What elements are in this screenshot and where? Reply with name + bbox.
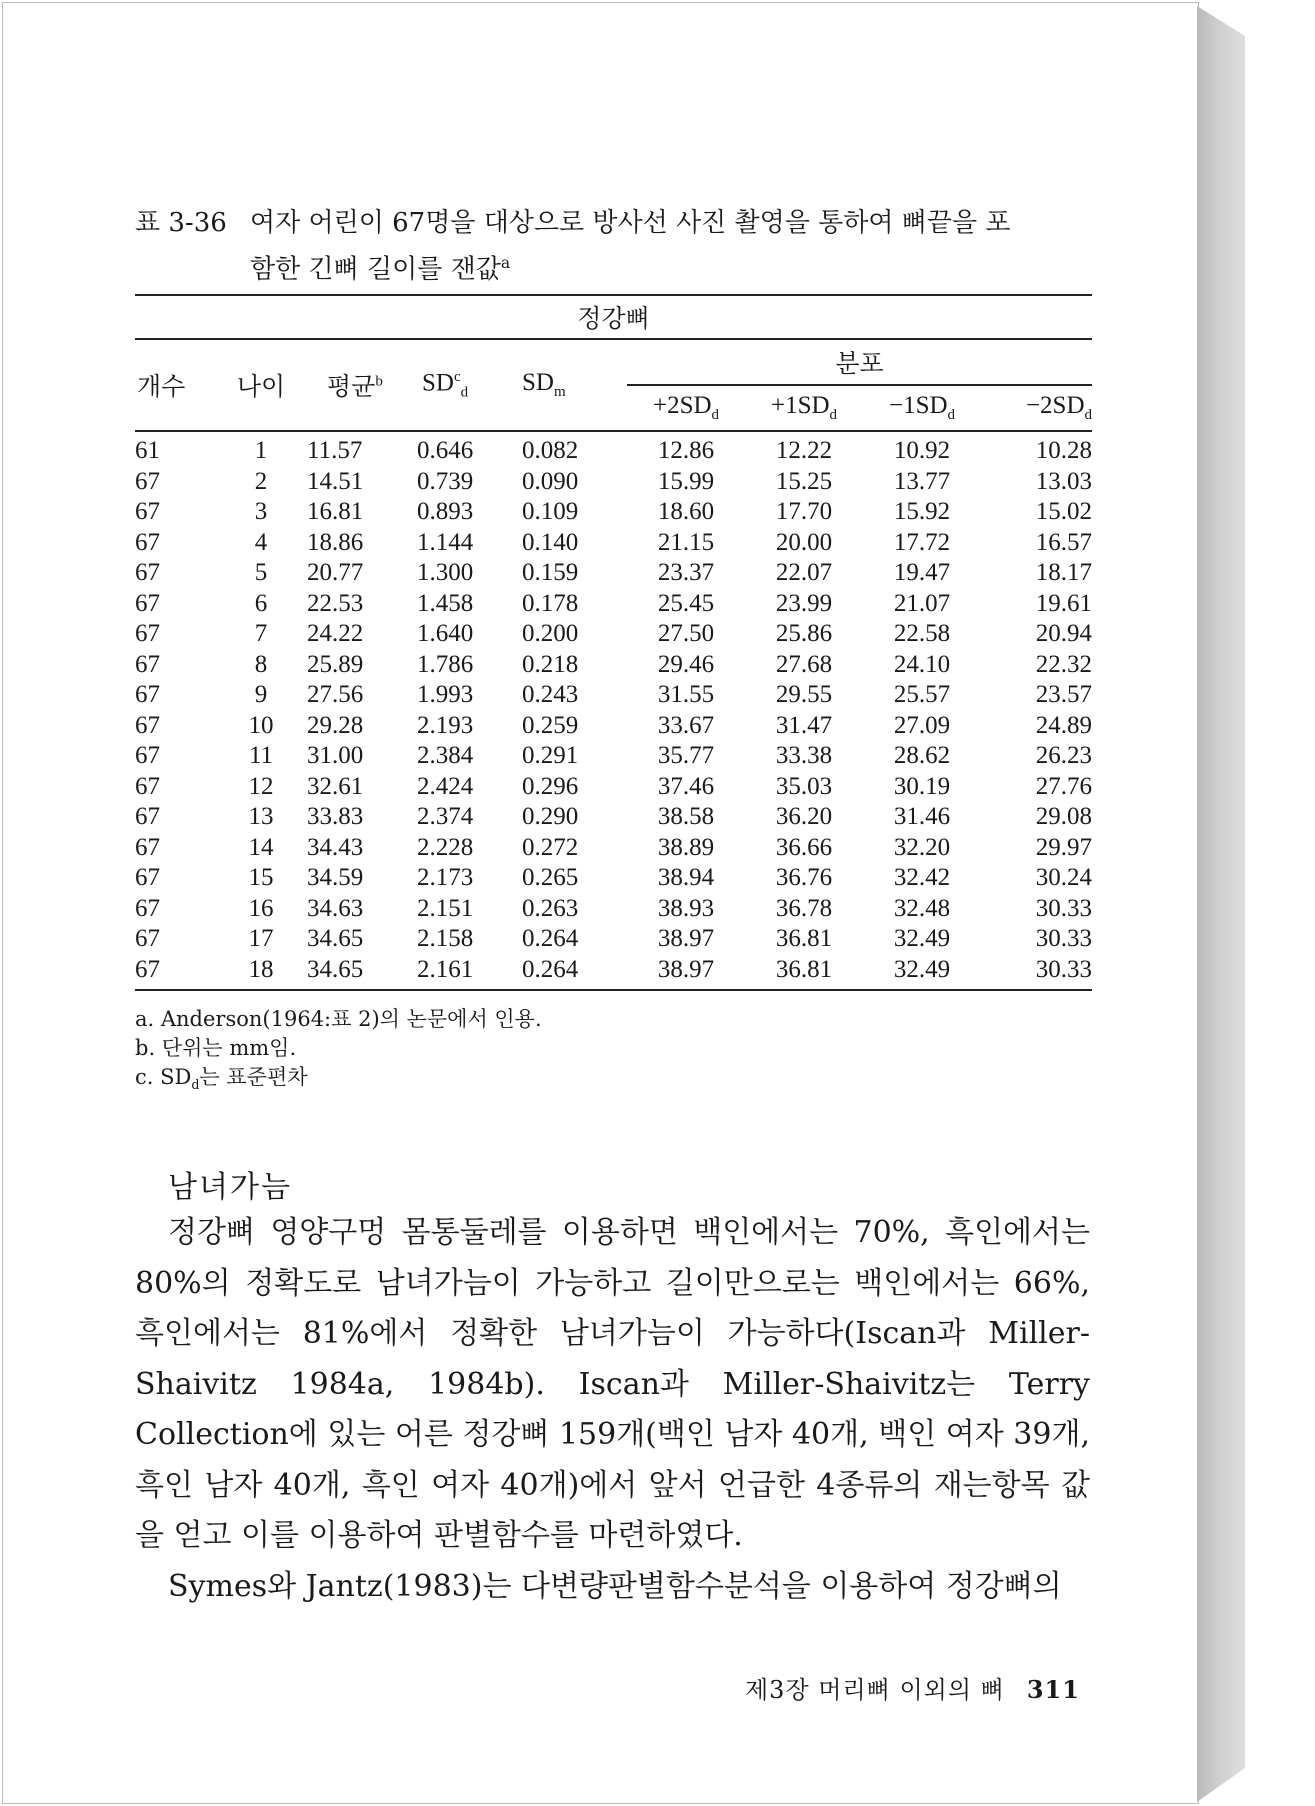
table-cell: 23.37 [657,559,715,586]
table-cell: 31.46 [893,803,951,830]
table-caption [135,203,1095,290]
table-cell: 36.81 [775,925,833,952]
table-cell: 4 [254,528,268,556]
table-cell: 0.646 [417,437,474,464]
table-cell: 16.57 [1035,528,1092,556]
table-cell: 30.24 [1035,864,1092,891]
table-cell: 32.20 [893,833,951,861]
table-cell: 1 [254,437,268,464]
table-cell: 1.786 [417,650,474,678]
table-cell: 34.43 [307,833,364,861]
table-cell: 15.25 [775,467,833,495]
table-cell: 0.272 [522,833,579,861]
table-row [135,833,1092,864]
table-cell: 28.62 [893,742,951,769]
table-cell: 14 [248,833,274,861]
table-cell: 16.81 [307,498,364,525]
note-b: b. 단위는 mm임. [135,1036,297,1060]
table-cell: 29.08 [1035,803,1092,830]
table-cell: 24.22 [307,620,364,647]
table-cell: 18.60 [657,498,715,525]
table-cell: 0.218 [522,650,579,678]
table-cell: 15.92 [893,498,951,525]
table-cell: 20.94 [1035,620,1092,647]
table-cell: 61 [135,437,160,464]
table-cell: 0.140 [522,528,579,556]
table-cell: 38.97 [627,955,745,991]
table-cell: 35.77 [657,742,715,769]
table-cell: 2.158 [417,925,474,952]
table-cell: 11.57 [307,437,363,464]
table-row [135,431,1092,467]
table-cell: 6 [254,589,268,617]
caption-text-2: 함한 긴뼈 길이를 잰값 [250,254,501,285]
table-cell: 25.57 [893,681,951,708]
table-cell: 36.81 [745,955,863,991]
table-row [135,863,1092,894]
table-notes [135,1005,542,1099]
table-cell: 34.59 [307,864,364,891]
table-cell: 36.76 [775,864,833,891]
table-cell: 67 [135,528,160,556]
table-cell: 29.28 [307,711,364,739]
body-text [135,1208,1090,1612]
header-mean: 평균$^b$ [307,339,417,431]
table-cell: 67 [135,467,160,495]
table-cell: 0.264 [522,955,627,991]
table-cell: 0.200 [522,620,579,647]
caption-line-1 [135,203,1095,243]
table-row [135,558,1092,589]
table-cell: 2 [254,467,268,495]
table-row [135,741,1092,772]
table-row [135,955,1092,991]
note-c: c. $SD_d$는 표준편차 [135,1065,308,1093]
table-cell: 67 [135,803,160,830]
table-cell: 12.22 [775,437,833,464]
table-cell: 2.151 [417,894,474,922]
table-cell: 15 [248,864,274,891]
table-cell: 24.10 [893,650,951,678]
table-cell: 13.03 [1035,467,1092,495]
table-cell: 67 [135,894,160,922]
table-cell: 2.193 [417,711,474,739]
table-cell: 26.23 [1035,742,1092,769]
table-cell: 34.65 [307,925,364,952]
table-cell: 32.61 [307,772,364,800]
table-cell: 22.58 [893,620,951,647]
table-cell: 20.00 [775,528,833,556]
group-header: 정강뼈 [135,296,1092,339]
table-cell: 2.374 [417,803,474,830]
table-cell: 67 [135,864,160,891]
table-cell: 37.46 [657,772,715,800]
table-cell: 34.63 [307,894,364,922]
table-cell: 67 [135,955,215,991]
table-row [135,650,1092,681]
table-cell: 67 [135,742,160,769]
table-cell: 0.893 [417,498,474,525]
table-cell: 67 [135,559,160,586]
table-cell: 1.993 [417,681,474,708]
section-title: 남녀가늠 [168,1170,292,1205]
table-cell: 2.384 [417,742,474,769]
table-cell: 67 [135,925,160,952]
table-cell: 67 [135,711,160,739]
table-cell: 14.51 [307,467,364,495]
table-cell: 13 [248,803,274,830]
table-cell: 30.19 [893,772,951,800]
header-plus1sd: $+1SD_d$ [745,385,863,431]
header-sdd: $SD^c_d$ [417,339,522,431]
table-cell: 0.159 [522,559,579,586]
caption-text-1: 여자 어린이 67명을 대상으로 방사선 사진 촬영을 통하여 뼈끝을 포 [250,208,1011,238]
table-cell: 15.02 [1035,498,1092,525]
table-cell: 19.47 [893,559,951,586]
table-cell: 27.76 [1035,772,1092,800]
table-cell: 33.67 [657,711,715,739]
table-cell: 13.77 [893,467,951,495]
table-cell: 18 [215,955,307,991]
table-cell: 0.290 [522,803,579,830]
table-cell: 35.03 [775,772,833,800]
header-age: 나이 [215,339,307,431]
caption-footnote-mark: a [500,254,511,272]
table-cell: 22.53 [307,589,364,617]
table-cell: 32.42 [893,864,951,891]
table-cell: 19.61 [1035,589,1092,617]
table-cell: 11 [248,742,274,769]
table-cell: 32.49 [863,955,981,991]
table-cell: 10 [248,711,274,739]
table-cell: 31.00 [307,742,364,769]
table-cell: 32.49 [893,925,951,952]
table-cell: 2.173 [417,864,474,891]
table-cell: 32.48 [893,894,951,922]
header-minus2sd: $-2SD_d$ [981,385,1092,431]
table-cell: 9 [254,681,268,708]
table-cell: 27.56 [307,681,364,708]
table-cell: 30.33 [1035,925,1092,952]
table-cell: 1.144 [417,528,474,556]
table-cell: 34.65 [307,955,417,991]
table-cell: 0.263 [522,894,579,922]
table-cell: 33.38 [775,742,833,769]
table-cell: 31.55 [657,681,715,708]
note-a: a. Anderson(1964:표 2)의 논문에서 인용. [135,1007,542,1031]
table-cell: 38.89 [657,833,715,861]
table-row [135,528,1092,559]
table-cell: 20.77 [307,559,364,586]
table-cell: 0.243 [522,681,579,708]
page-edge-shadow [1197,6,1245,1802]
table-row [135,680,1092,711]
table-cell: 38.93 [657,894,715,922]
table-cell: 7 [254,620,268,647]
table-cell: 67 [135,498,160,525]
table-cell: 10.28 [1035,437,1092,464]
table-cell: 10.92 [893,437,951,464]
table-cell: 67 [135,589,160,617]
table-cell: 25.89 [307,650,364,678]
table-cell: 67 [135,772,160,800]
table-row [135,497,1092,528]
header-distribution: 분포 [627,339,1092,385]
table-cell: 67 [135,833,160,861]
table-cell: 25.45 [657,589,715,617]
table-cell: 22.32 [1035,650,1092,678]
table-cell: 21.07 [893,589,951,617]
table-cell: 1.640 [417,620,474,647]
page-number: 311 [1026,1675,1080,1704]
table-row [135,924,1092,955]
table-cell: 31.47 [775,711,833,739]
table-cell: 17 [248,925,274,952]
table-cell: 16 [248,894,274,922]
table-cell: 0.264 [522,925,579,952]
paragraph-2: Symes와 Jantz(1983)는 다변량판별함수분석을 이용하여 정강뼈의 [168,1568,1062,1604]
table-row [135,619,1092,650]
table-cell: 0.082 [522,437,579,464]
table-cell: 36.78 [775,894,833,922]
table-cell: 0.259 [522,711,579,739]
header-count: 개수 [135,339,215,431]
table-cell: 8 [254,650,268,678]
table-cell: 22.07 [775,559,833,586]
table-cell: 67 [135,620,160,647]
table-cell: 67 [135,681,160,708]
table-cell: 23.99 [775,589,833,617]
table-cell: 1.300 [417,559,474,586]
table-cell: 0.109 [522,498,579,525]
table-row [135,802,1092,833]
header-sdm: $SD_m$ [522,339,627,431]
table-cell: 18.86 [307,528,364,556]
table-cell: 0.265 [522,864,579,891]
running-footer-chapter: 제3장 머리뼈 이외의 뼈 [745,1676,1005,1704]
table-row [135,772,1092,803]
table-cell: 0.296 [522,772,579,800]
header-minus1sd: $-1SD_d$ [863,385,981,431]
table-row [135,894,1092,925]
table-cell: 67 [135,650,160,678]
table-cell: 0.291 [522,742,579,769]
table-row [135,589,1092,620]
table-cell: 27.68 [775,650,833,678]
table-cell: 38.58 [657,803,715,830]
table-cell: 27.50 [657,620,715,647]
paragraph-1: 정강뼈 영양구멍 몸통둘레를 이용하면 백인에서는 70%, 흑인에서는 80%의 정확도로 남녀가늠이 가능하고 길이만으로는 백인에서는 66%, 흑인에서는 81%에서 정확한 남녀가늠이 가능하다(Iscan과 Miller-Shaivitz 1984a, 1984b). Iscan과 Miller-Shaivitz는 Terry Collection에 있는 어른 정강뼈 159개(백인 남자 40개, 백인 여자 39개, 흑인 남자 40개, 흑인 여자 40개)에서 앞서 언급한 4종류의 재는항목 값을 얻고 이를 이용하여 판별함수를 마련하였다. [135,1215,1090,1553]
table-cell: 38.94 [657,864,715,891]
table-cell: 15.99 [657,467,715,495]
table-cell: 17.72 [893,528,951,556]
header-plus2sd: $+2SD_d$ [627,385,745,431]
table-cell: 12.86 [657,437,715,464]
table-cell: 29.46 [657,650,715,678]
caption-line-2 [135,243,1095,290]
page-footer [745,1670,1080,1705]
table-cell: 27.09 [893,711,951,739]
table-cell: 24.89 [1035,711,1092,739]
table-cell: 25.86 [775,620,833,647]
table-cell: 2.228 [417,833,474,861]
table-cell: 18.17 [1035,559,1092,586]
table-cell: 29.55 [775,681,833,708]
measurement-table [135,294,1092,991]
table-cell: 17.70 [775,498,833,525]
table-cell: 1.458 [417,589,474,617]
table-cell: 36.66 [775,833,833,861]
table-cell: 2.161 [417,955,522,991]
table-cell: 23.57 [1035,681,1092,708]
table-cell: 0.178 [522,589,579,617]
table-cell: 30.33 [1035,894,1092,922]
table-cell: 12 [248,772,274,800]
table-cell: 3 [254,498,268,525]
table-row [135,711,1092,742]
table-cell: 2.424 [417,772,474,800]
table-cell: 0.739 [417,467,474,495]
table-cell: 38.97 [657,925,715,952]
table-cell: 0.090 [522,467,579,495]
table-cell: 21.15 [657,528,715,556]
table-cell: 30.33 [981,955,1092,991]
table-cell: 36.20 [775,803,833,830]
table-row [135,467,1092,498]
table-cell: 5 [254,559,268,586]
table-body [135,431,1092,990]
table-cell: 33.83 [307,803,364,830]
table-cell: 29.97 [1035,833,1092,861]
table-number: 표 3-36 [135,208,227,238]
